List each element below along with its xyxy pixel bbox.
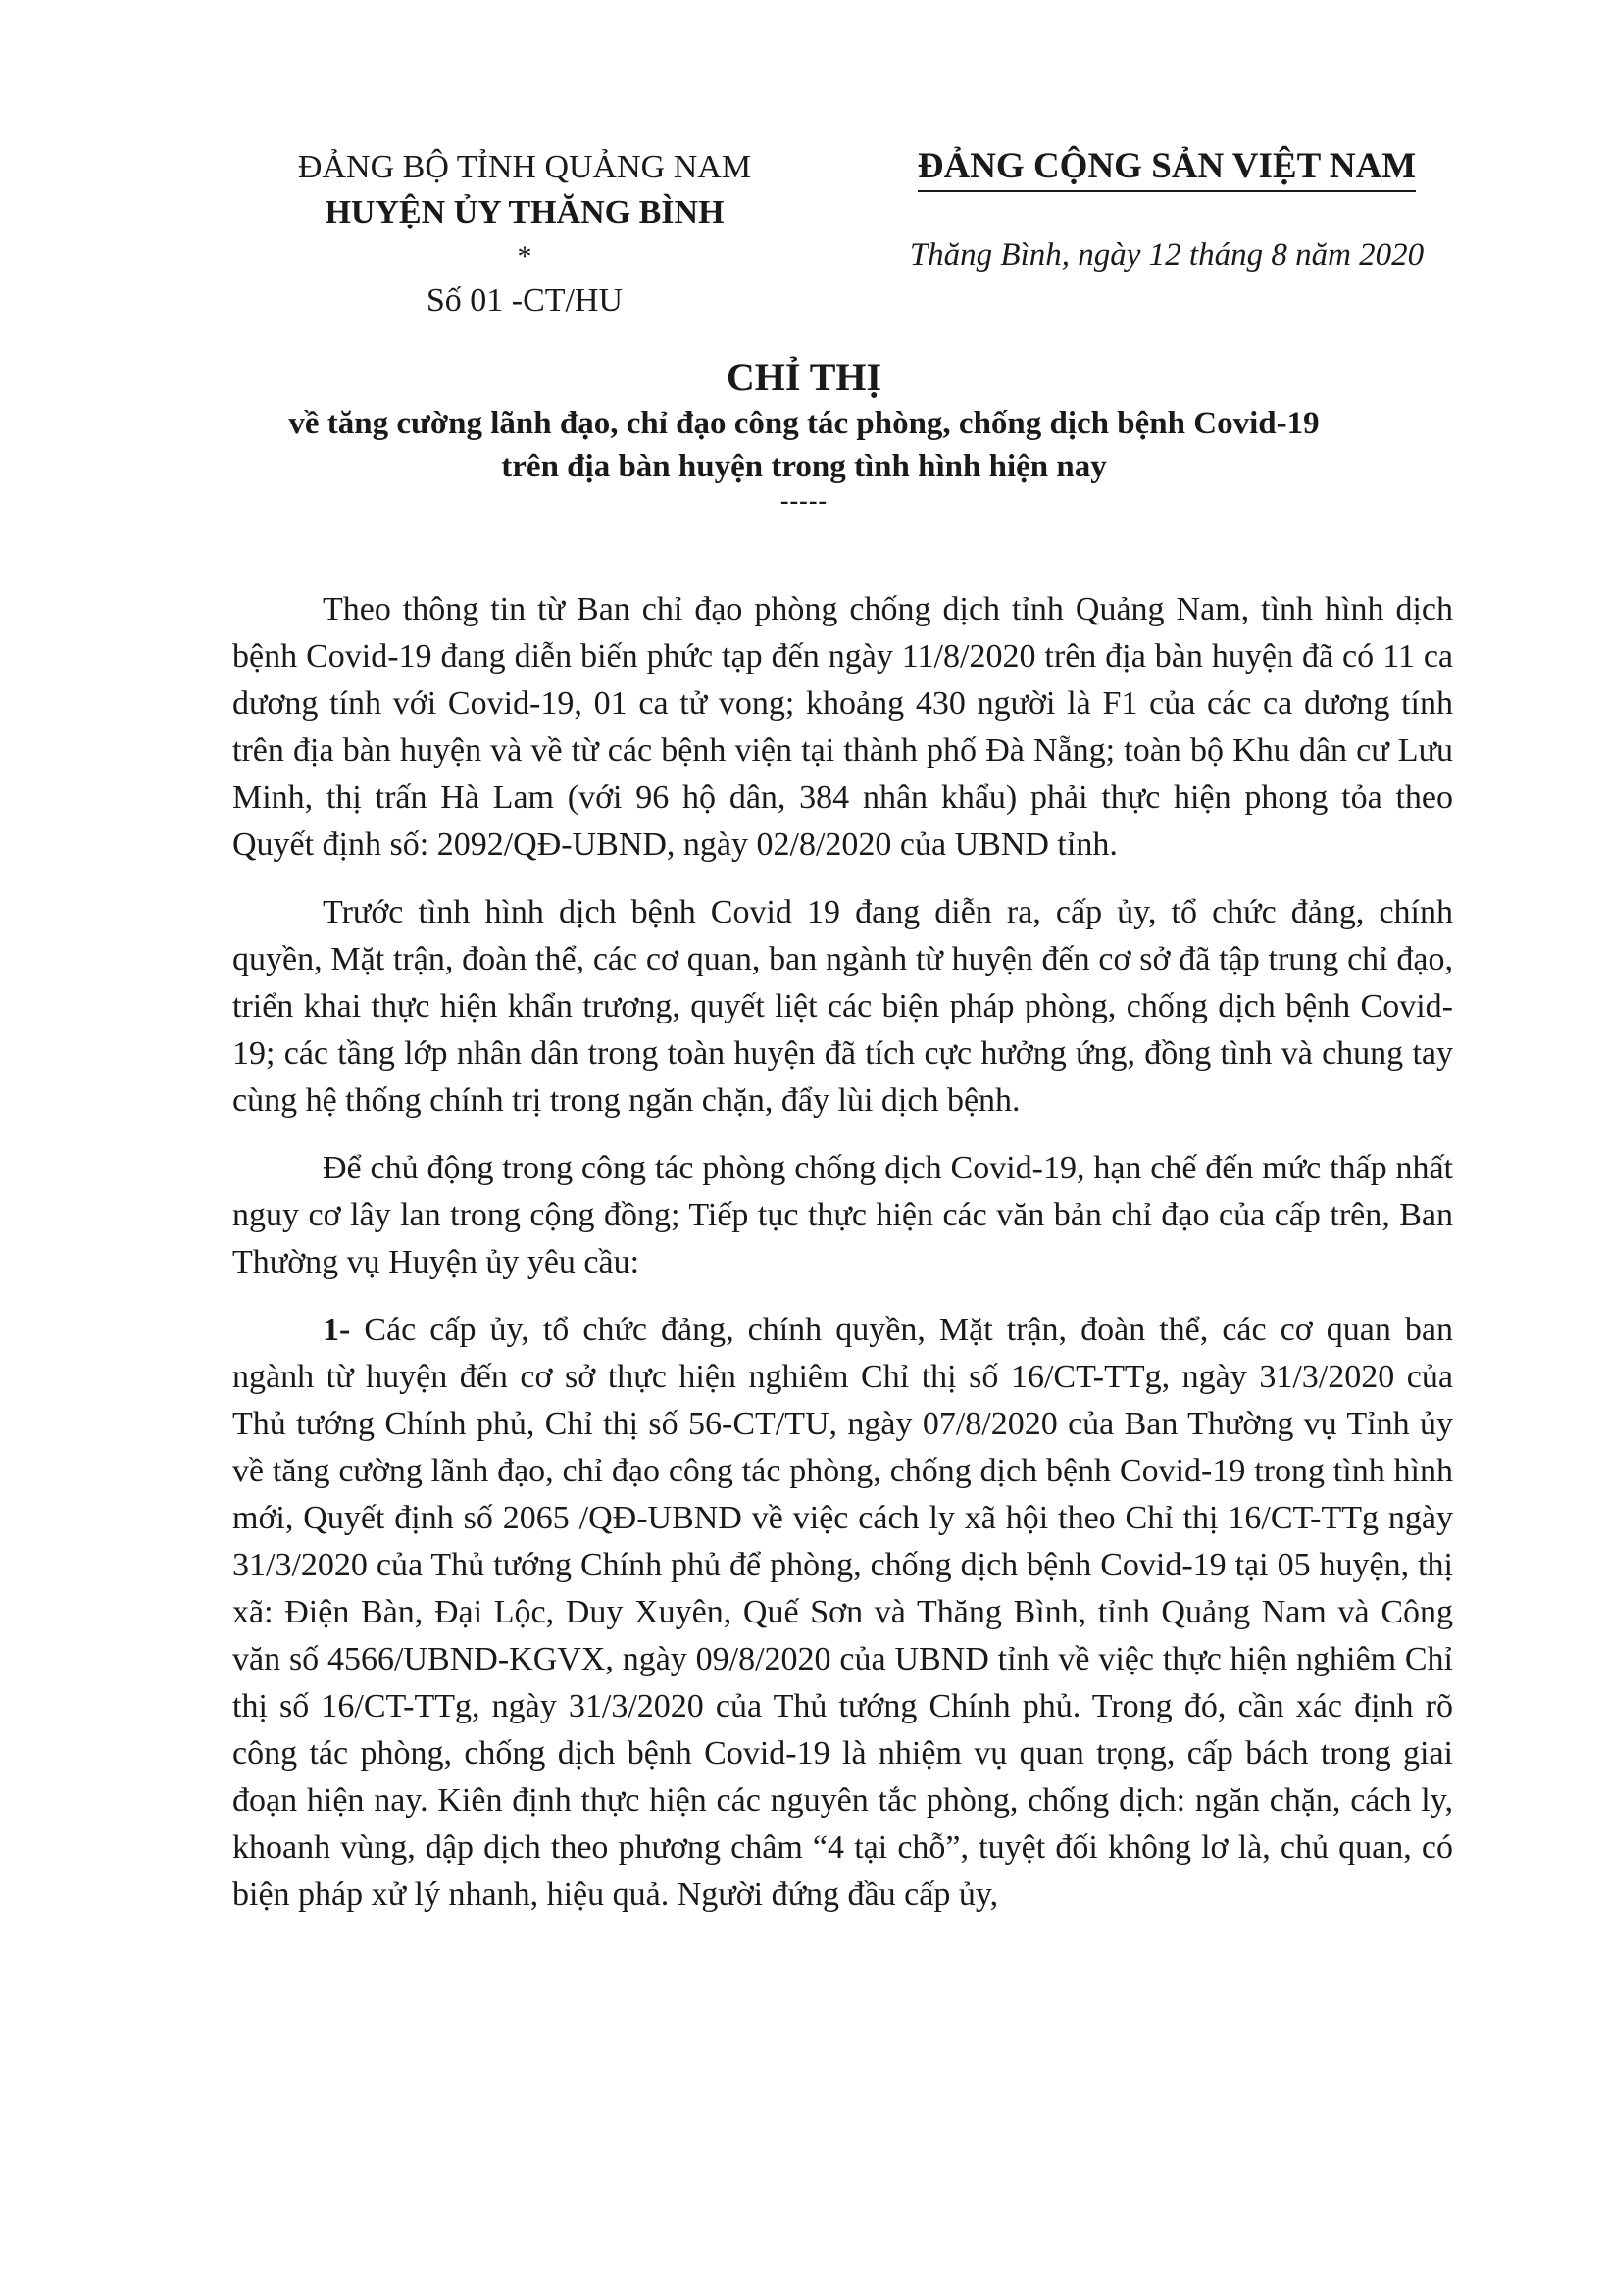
- body-paragraph-3: Để chủ động trong công tác phòng chống dịch Covid-19, hạn chế đến mức thấp nhất nguy cơ lây lan trong cộng đồng; Tiếp tục thực hiện các văn bản chỉ đạo của cấp trên, Ban Thường vụ Huyện ủy yêu cầu:: [232, 1150, 1453, 1280]
- parent-organization: ĐẢNG BỘ TỈNH QUẢNG NAM: [297, 149, 752, 185]
- body-paragraph-1: Theo thông tin từ Ban chỉ đạo phòng chống dịch tỉnh Quảng Nam, tình hình dịch bệnh Covid-19 đang diễn biến phức tạp đến ngày 11/8/2020 trên địa bàn huyện đã có 11 ca dương tính với Covid-19, 01 ca tử vong; khoảng 430 người là F1 của các ca dương tính trên địa bàn huyện và về từ các bệnh viện tại thành phố Đà Nẵng; toàn bộ Khu dân cư Lưu Minh, thị trấn Hà Lam (với 96 hộ dân, 384 nhân khẩu) phải thực hiện phong tỏa theo Quyết định số: 2092/QĐ-UBND, ngày 02/8/2020 của UBND tỉnh.: [232, 591, 1453, 863]
- directive-item-1-text: Các cấp ủy, tổ chức đảng, chính quyền, Mặt trận, đoàn thể, các cơ quan ban ngành từ huyện đến cơ sở thực hiện nghiêm Chỉ thị số 16/CT-TTg, ngày 31/3/2020 của Thủ tướng Chính phủ, Chỉ thị số 56-CT/TU, ngày 07/8/2020 của Ban Thường vụ Tỉnh ủy về tăng cường lãnh đạo, chỉ đạo công tác phòng, chống dịch bệnh Covid-19 trong tình hình mới, Quyết định số 2065 /QĐ-UBND về việc cách ly xã hội theo Chỉ thị 16/CT-TTg ngày 31/3/2020 của Thủ tướng Chính phủ để phòng, chống dịch bệnh Covid-19 tại 05 huyện, thị xã: Điện Bàn, Đại Lộc, Duy Xuyên, Quế Sơn và Thăng Bình, tỉnh Quảng Nam và Công văn số 4566/UBND-KGVX, ngày 09/8/2020 của UBND tỉnh về việc thực hiện nghiêm Chỉ thị số 16/CT-TTg, ngày 31/3/2020 của Thủ tướng Chính phủ. Trong đó, cần xác định rõ công tác phòng, chống dịch bệnh Covid-19 là nhiệm vụ quan trọng, cấp bách trong giai đoạn hiện nay. Kiên định thực hiện các nguyên tắc phòng, chống dịch: ngăn chặn, cách ly, khoanh vùng, dập dịch theo phương châm “4 tại chỗ”, tuyệt đối không lơ là, chủ quan, có biện pháp xử lý nhanh, hiệu quả. Người đứng đầu cấp ủy,: [232, 1312, 1453, 1913]
- issuing-organization: HUYỆN ỦY THĂNG BÌNH: [325, 194, 725, 230]
- document-subject-line-1: về tăng cường lãnh đạo, chỉ đạo công tác phòng, chống dịch bệnh Covid-19: [288, 406, 1320, 441]
- directive-item-1: [232, 1307, 1453, 1919]
- body-paragraph-2: Trước tình hình dịch bệnh Covid 19 đang diễn ra, cấp ủy, tổ chức đảng, chính quyền, Mặt trận, đoàn thể, các cơ quan, ban ngành từ huyện đến cơ sở đã tập trung chỉ đạo, triển khai thực hiện khẩn trương, quyết liệt các biện pháp phòng, chống dịch bệnh Covid-19; các tầng lớp nhân dân trong toàn huyện đã tích cực hưởng ứng, đồng tình và chung tay cùng hệ thống chính trị trong ngăn chặn, đẩy lùi dịch bệnh.: [232, 894, 1453, 1119]
- separator-star: *: [517, 240, 532, 273]
- document-title-block: [157, 353, 1451, 514]
- document-body: [232, 586, 1453, 1939]
- document-number: Số 01 -CT/HU: [426, 282, 624, 319]
- issuing-authority-block: [260, 145, 789, 325]
- national-title-block: [873, 143, 1461, 276]
- party-title: ĐẢNG CỘNG SẢN VIỆT NAM: [918, 143, 1416, 192]
- place-and-date: Thăng Bình, ngày 12 tháng 8 năm 2020: [909, 237, 1425, 273]
- document-subject-line-2: trên địa bàn huyện trong tình hình hiện nay: [501, 449, 1107, 484]
- title-divider: -----: [779, 486, 829, 515]
- directive-item-1-number: 1-: [323, 1312, 351, 1348]
- document-type: CHỈ THỊ: [726, 355, 882, 399]
